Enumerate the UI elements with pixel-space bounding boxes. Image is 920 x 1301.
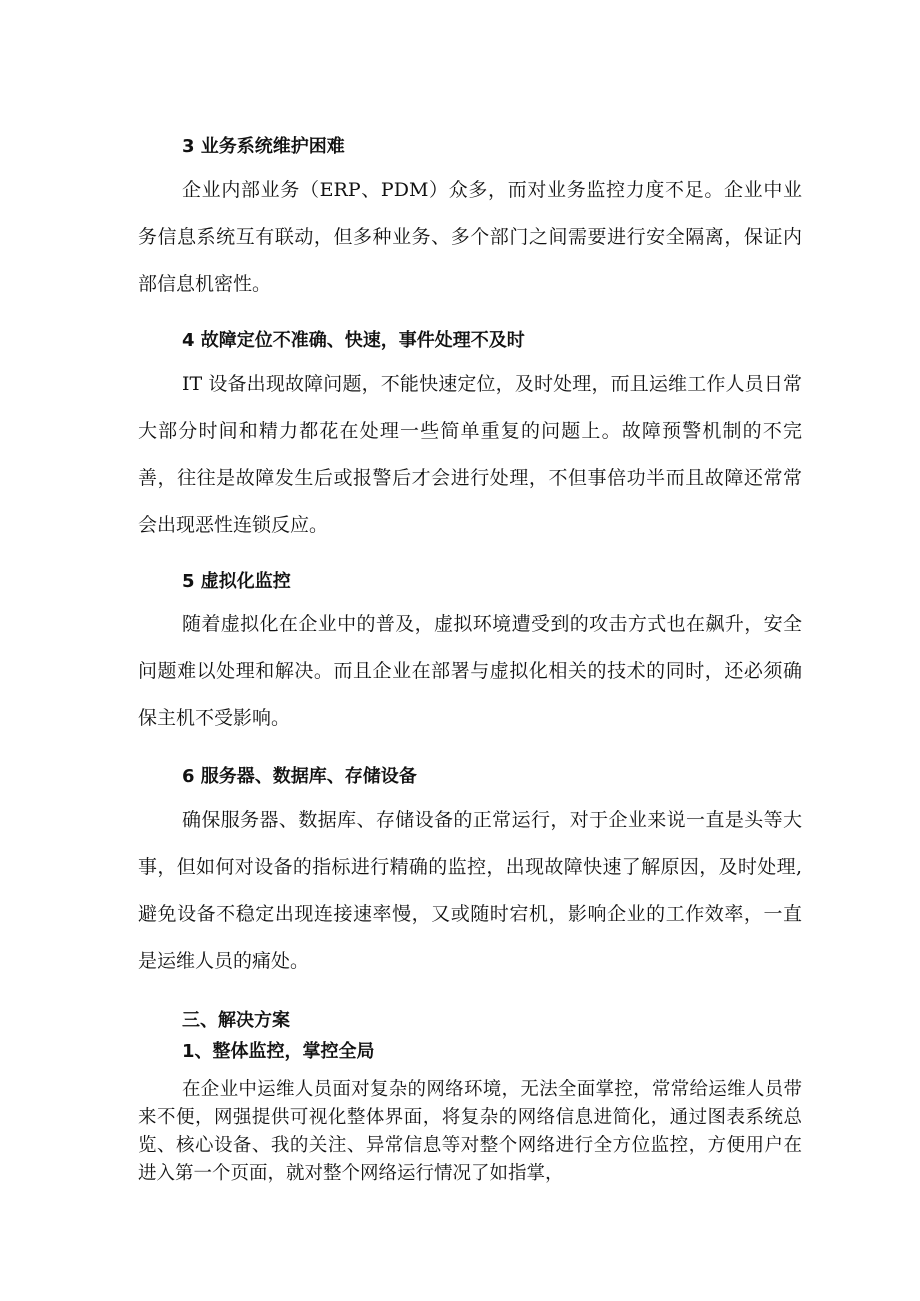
subsection-body: 在企业中运维人员面对复杂的网络环境，无法全面掌控，常常给运维人员带来不便，网强提供可视化整体界面，将复杂的网络信息进简化，通过图表系统总览、核心设备、我的关注、异常信息等对整个网络进行全方位监控，方便用户在进入第一个页面，就对整个网络运行情况了如指掌， xyxy=(138,1079,802,1184)
section-body-4: IT 设备出现故障问题，不能快速定位，及时处理，而且运维工作人员日常大部分时间和精力都花在处理一些简单重复的问题上。故障预警机制的不完善，往往是故障发生后或报警后才会进行处理，不但事倍功半而且故障还常常会出现恶性连锁反应。 xyxy=(138,373,802,536)
subsection-heading: 1、整体监控，掌控全局 xyxy=(182,1041,375,1062)
chapter-heading: 三、解决方案 xyxy=(182,1010,290,1031)
section-heading-3: 3 业务系统维护困难 xyxy=(182,136,345,157)
section-heading-5: 5 虚拟化监控 xyxy=(182,571,291,592)
section-heading-4: 4 故障定位不准确、快速，事件处理不及时 xyxy=(182,330,525,351)
section-body-6: 确保服务器、数据库、存储设备的正常运行，对于企业来说一直是头等大事，但如何对设备的指标进行精确的监控，出现故障快速了解原因，及时处理,避免设备不稳定出现连接速率慢，又或随时宕机，影响企业的工作效率，一直是运维人员的痛处。 xyxy=(138,809,802,972)
section-body-5: 随着虚拟化在企业中的普及，虚拟环境遭受到的攻击方式也在飙升，安全问题难以处理和解决。而且企业在部署与虚拟化相关的技术的同时，还必须确保主机不受影响。 xyxy=(138,613,802,729)
section-body-3: 企业内部业务（ERP、PDM）众多，而对业务监控力度不足。企业中业务信息系统互有联动，但多种业务、多个部门之间需要进行安全隔离，保证内部信息机密性。 xyxy=(138,179,802,295)
section-heading-6: 6 服务器、数据库、存储设备 xyxy=(182,766,417,787)
